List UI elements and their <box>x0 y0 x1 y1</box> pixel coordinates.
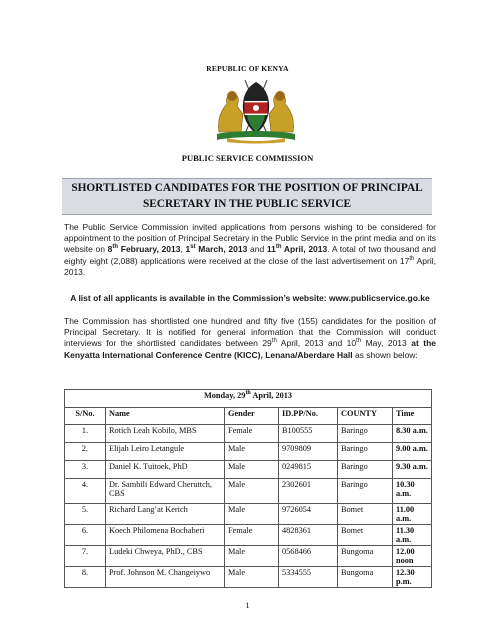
p1-date3: 11 <box>266 244 276 255</box>
schedule-day <box>65 390 432 408</box>
p3-text-b-sup: th <box>356 338 362 345</box>
table-row <box>65 425 432 443</box>
p3-text-b: April, 2013 and 10 <box>276 338 357 349</box>
cell-sno: 5. <box>65 504 106 525</box>
table-row <box>65 567 432 588</box>
interview-schedule-table <box>64 389 432 588</box>
cell-sno: 1. <box>65 425 106 443</box>
p1-date3-rest: April, 2013 <box>281 244 328 255</box>
table-row <box>65 546 432 567</box>
cell-county: Bomet <box>338 525 393 546</box>
cell-county: Bungoma <box>338 546 393 567</box>
p1-text-b: . A total of two thousand and eighty eight (2,088) applications were received at the close of the last advertisement on 17 <box>64 244 436 266</box>
cell-id: 0249815 <box>279 461 338 479</box>
p1-date2-rest: March, 2013 <box>195 244 248 255</box>
cell-name: Daniel K. Tuitoek, PhD <box>106 461 225 479</box>
cell-sno: 7. <box>65 546 106 567</box>
p3-text-a-sup: th <box>271 338 277 345</box>
cell-gender: Male <box>225 461 279 479</box>
day-sup: th <box>245 390 251 397</box>
col-header-gender: Gender <box>225 408 279 425</box>
cell-id: B100555 <box>279 425 338 443</box>
col-header-county: COUNTY <box>338 408 393 425</box>
cell-name: Dr. Sambili Edward Cheruttch, CBS <box>106 479 225 504</box>
p3-text-d: as shown below: <box>352 349 418 360</box>
p1-and: and <box>247 244 267 255</box>
p1-text-c: April, 2013. <box>64 255 436 277</box>
cell-time: 12.00 noon <box>393 546 432 567</box>
table-row <box>65 443 432 461</box>
cell-name: Ludeki Chweya, PhD., CBS <box>106 546 225 567</box>
cell-name: Elijah Leiro Letangule <box>106 443 225 461</box>
page-number: 1 <box>245 600 250 610</box>
day-rest: April, 2013 <box>250 391 293 400</box>
table-row <box>65 479 432 504</box>
p1-date1-sup: th <box>112 244 119 251</box>
p1-sep: , <box>180 244 186 255</box>
p1-date1: 8 <box>107 244 113 255</box>
cell-time: 10.30 a.m. <box>393 479 432 504</box>
intro-paragraph <box>64 222 436 278</box>
kenya-coat-of-arms-icon <box>213 74 299 144</box>
cell-sno: 8. <box>65 567 106 588</box>
table-row <box>65 461 432 479</box>
cell-gender: Male <box>225 546 279 567</box>
cell-name: Richard Lang’at Kerich <box>106 504 225 525</box>
cell-gender: Male <box>225 567 279 588</box>
shortlist-paragraph <box>64 316 436 361</box>
p3-text-a: The Commission has shortlisted one hundred and fifty five (155) candidates for the position of Principal Secretary. It is notified for general information that the Commission will conduct interviews for the shortlisted candidates between 29 <box>64 316 436 349</box>
republic-heading: REPUBLIC OF KENYA <box>206 64 289 73</box>
cell-time: 9.00 a.m. <box>393 443 432 461</box>
cell-time: 12.30 p.m. <box>393 567 432 588</box>
title-banner <box>62 178 432 215</box>
p1-date2-sup: st <box>190 244 196 251</box>
col-header-id: ID.PP/No. <box>279 408 338 425</box>
cell-county: Baringo <box>338 443 393 461</box>
schedule-day-row <box>65 390 432 408</box>
col-header-time: Time <box>393 408 432 425</box>
banner-line-1: SHORTLISTED CANDIDATES FOR THE POSITION OF PRINCIPAL <box>71 182 423 194</box>
cell-time: 11.30 a.m. <box>393 525 432 546</box>
table-row <box>65 525 432 546</box>
cell-id: 5334555 <box>279 567 338 588</box>
cell-county: Baringo <box>338 461 393 479</box>
cell-name: Koech Philomena Bochaberi <box>106 525 225 546</box>
cell-time: 8.30 a.m. <box>393 425 432 443</box>
cell-name: Rotich Leah Kobilo, MBS <box>106 425 225 443</box>
cell-county: Baringo <box>338 479 393 504</box>
day-text: Monday, 29 <box>203 391 246 400</box>
cell-gender: Female <box>225 425 279 443</box>
p1-text-b-sup: th <box>409 255 415 262</box>
cell-gender: Female <box>225 525 279 546</box>
cell-county: Baringo <box>338 425 393 443</box>
cell-sno: 4. <box>65 479 106 504</box>
cell-name: Prof. Johnson M. Changeiywo <box>106 567 225 588</box>
schedule-header-row <box>65 408 432 425</box>
cell-id: 9726054 <box>279 504 338 525</box>
p3-text-c: May, 2013 <box>361 338 412 349</box>
cell-time: 11.00 a.m. <box>393 504 432 525</box>
commission-heading: PUBLIC SERVICE COMMISSION <box>181 153 314 163</box>
cell-gender: Male <box>225 443 279 461</box>
p1-date3-sup: th <box>275 244 282 251</box>
cell-sno: 6. <box>65 525 106 546</box>
p1-date1-rest: February, 2013 <box>118 244 181 255</box>
venue-text: at the Kenyatta International Conference Centre (KICC), Lenana/Aberdare Hall <box>64 338 437 360</box>
p1-date2: 1 <box>185 244 191 255</box>
website-notice: A list of all applicants is available in the Commission’s website: www.publicservice.go.ke <box>70 293 430 303</box>
col-header-sno: S/No. <box>65 408 106 425</box>
cell-id: 0568466 <box>279 546 338 567</box>
cell-sno: 3. <box>65 461 106 479</box>
cell-time: 9.30 a.m. <box>393 461 432 479</box>
cell-id: 2302601 <box>279 479 338 504</box>
table-row <box>65 504 432 525</box>
p1-text-a: The Public Service Commission invited applications from persons wishing to be considered for appointment to the position of Principal Secretary in the Public Service in the print media and on its website on <box>64 222 436 255</box>
cell-county: Bomet <box>338 504 393 525</box>
col-header-name: Name <box>106 408 225 425</box>
cell-id: 4828361 <box>279 525 338 546</box>
cell-gender: Male <box>225 504 279 525</box>
cell-gender: Male <box>225 479 279 504</box>
cell-id: 9709809 <box>279 443 338 461</box>
banner-line-2: SECRETARY IN THE PUBLIC SERVICE <box>142 198 352 210</box>
cell-county: Bungoma <box>338 567 393 588</box>
cell-sno: 2. <box>65 443 106 461</box>
